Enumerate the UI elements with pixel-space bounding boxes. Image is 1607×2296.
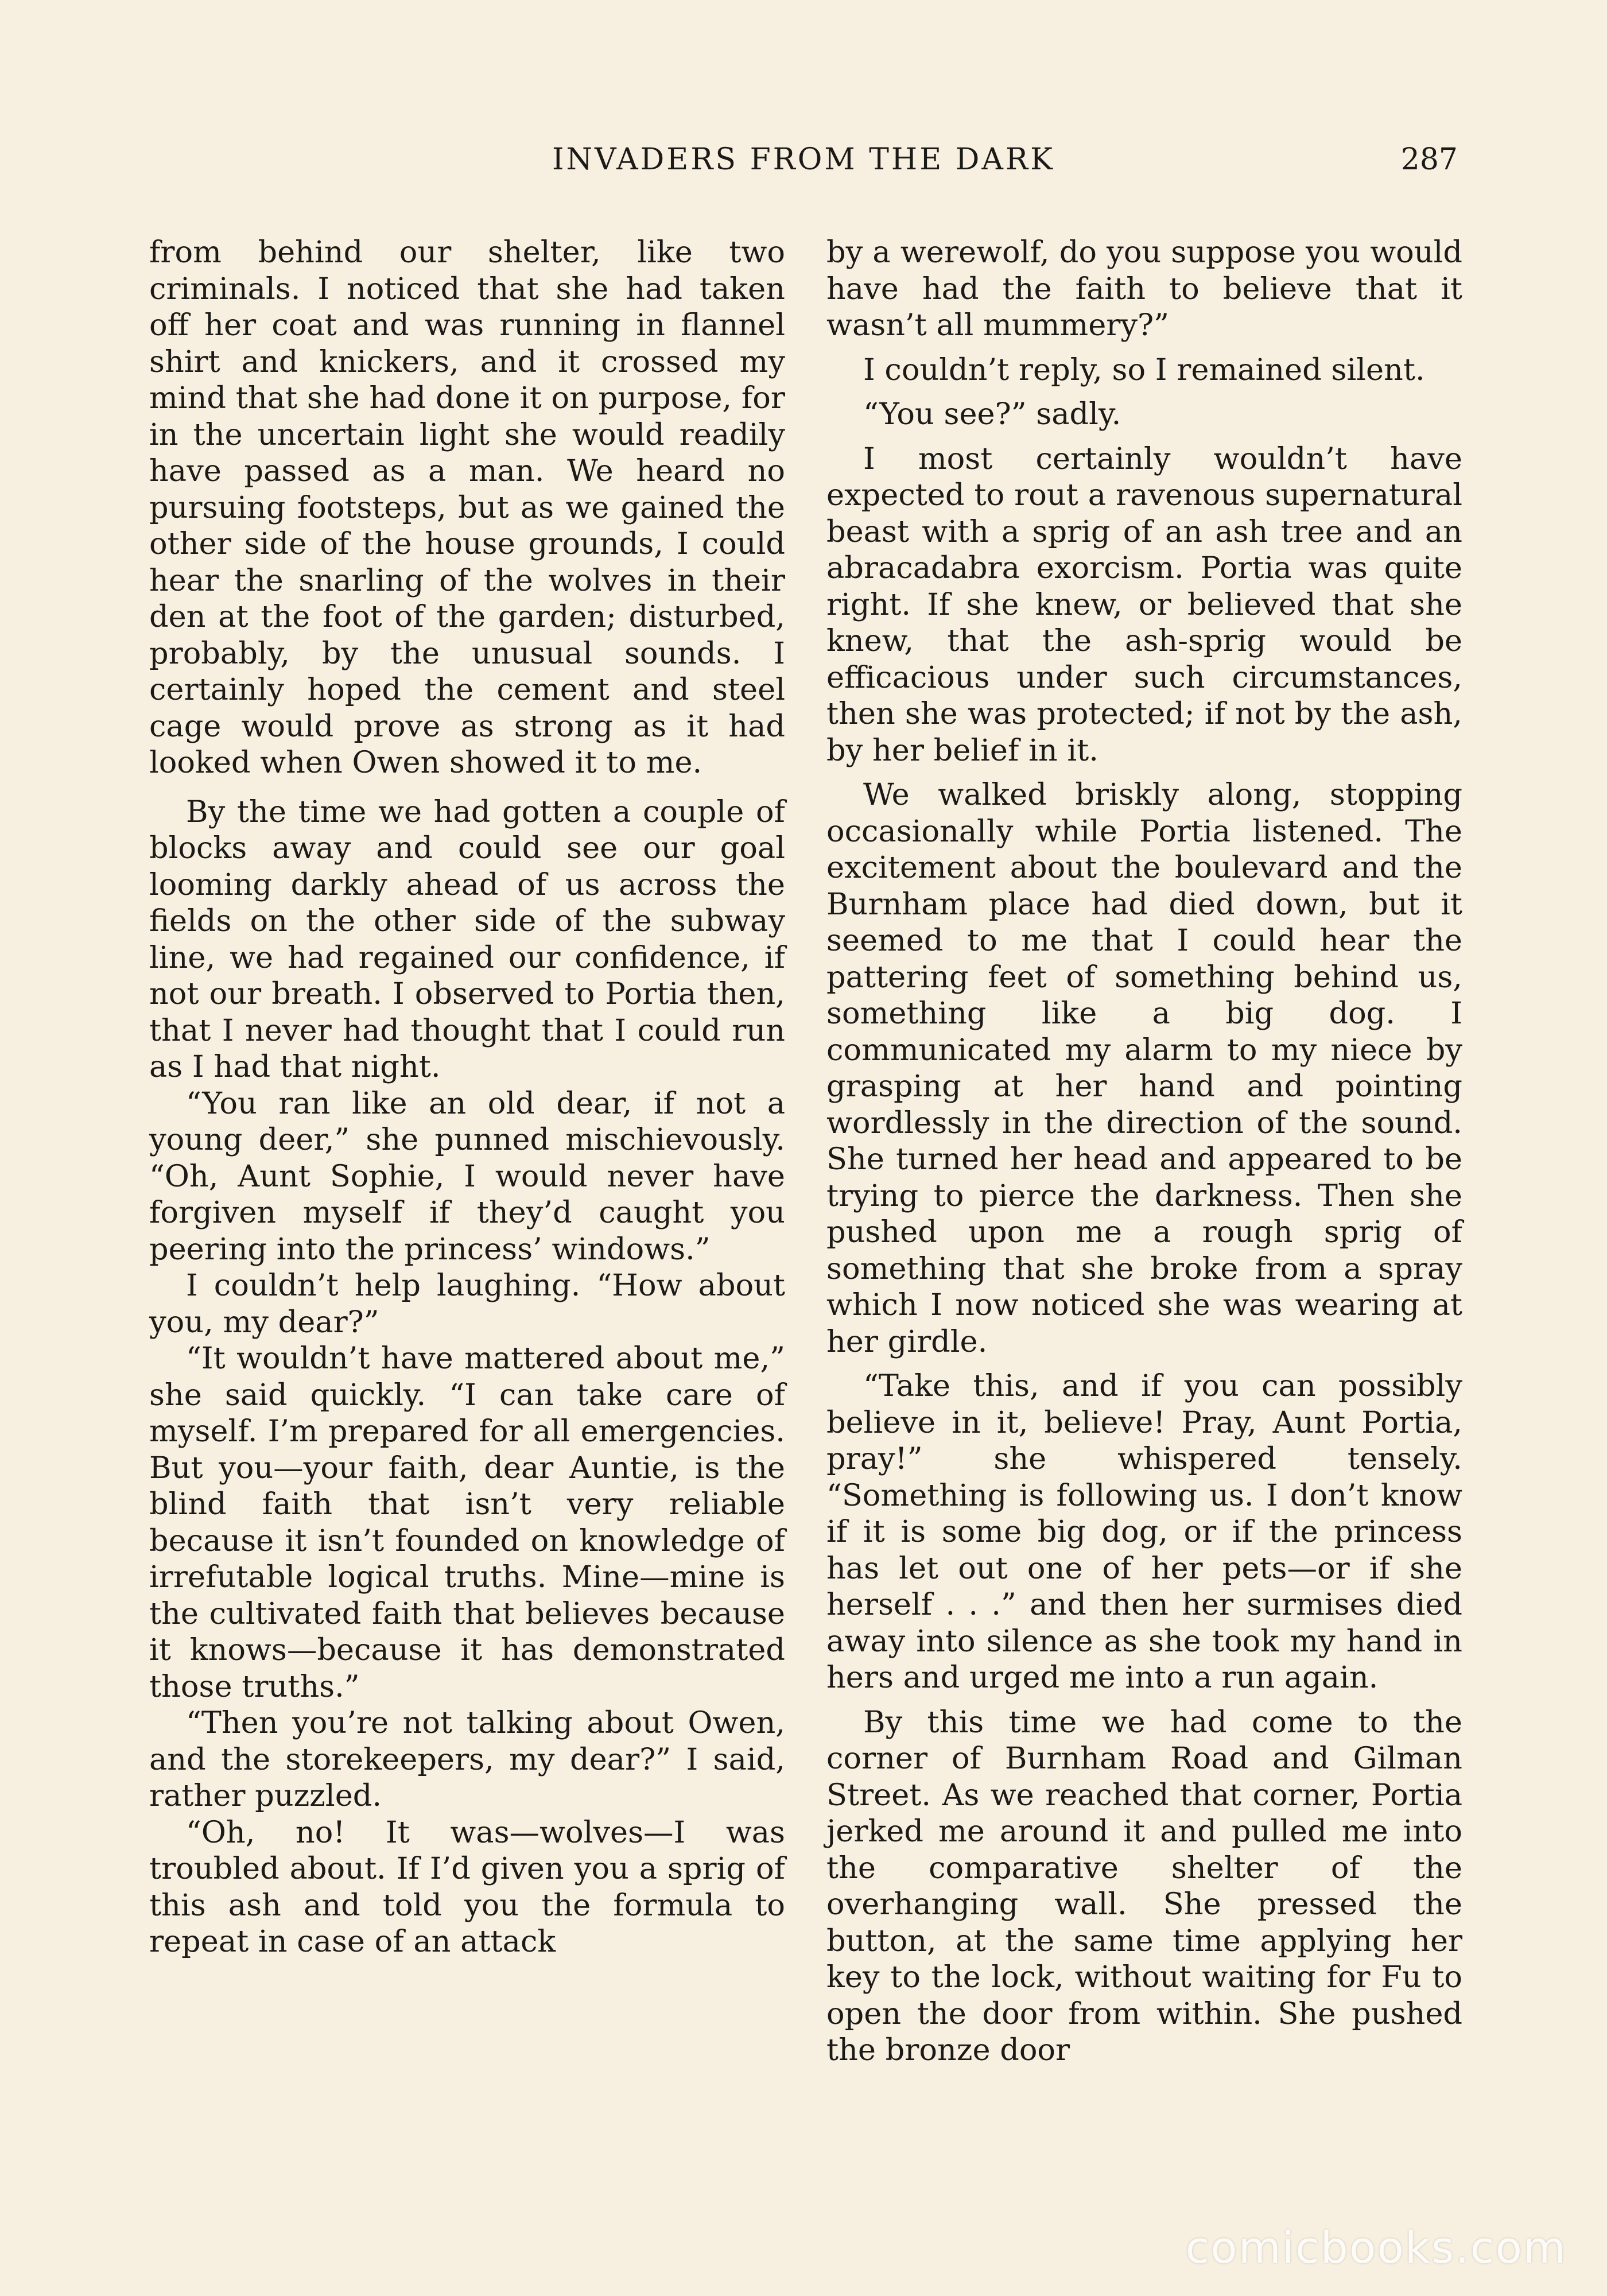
paragraph: “Then you’re not talking about Owen, and the storekeepers, my dear?” I said, rather puzzled. bbox=[149, 1705, 785, 1813]
paragraph: I couldn’t reply, so I remained silent. bbox=[863, 352, 1425, 387]
paragraph: “Oh, no! It was—wolves—I was troubled about. If I’d given you a sprig of this ash and told you the formula to repeat in case of an attack bbox=[149, 1814, 785, 1959]
paragraph: “You ran like an old dear, if not a young deer,” she punned mischievously. “Oh, Aunt Sophie, I would never have forgiven myself if they’d caught you peering into the princess’ windows.” bbox=[149, 1085, 785, 1267]
running-title: INVADERS FROM THE DARK bbox=[552, 142, 1055, 177]
right-column bbox=[826, 234, 1462, 2069]
paragraph: “It wouldn’t have mattered about me,” she said quickly. “I can take care of myself. I’m prepared for all emergencies. But you—your faith, dear Auntie, is the blind faith that isn’t very reliable because it isn’t founded on knowledge of irrefutable logical truths. Mine—mine is the cultivated faith that believes because it knows—because it has demonstrated those truths.” bbox=[149, 1341, 785, 1704]
paragraph: by a werewolf, do you suppose you would have had the faith to believe that it wasn’t all mummery?” bbox=[826, 235, 1462, 343]
paragraph: I couldn’t help laughing. “How about you, my dear?” bbox=[149, 1268, 785, 1340]
paragraph: “Take this, and if you can possibly believe in it, believe! Pray, Aunt Portia, pray!” she whispered tensely. “Something is following us. I don’t know if it is some big dog, or if the princess has let out one of her pets—or if she herself . . .” and then her surmises died away into silence as she took my hand in hers and urged me into a run again. bbox=[826, 1368, 1462, 1695]
watermark-logo: comicbooks.com bbox=[1185, 2222, 1567, 2273]
running-head bbox=[149, 142, 1458, 188]
paragraph: I most certainly wouldn’t have expected to rout a ravenous supernatural beast with a sprig of an ash tree and an abracadabra exorcism. Portia was quite right. If she knew, or believed that she knew, that the ash-sprig would be efficacious under such circumstances, then she was protected; if not by the ash, by her belief in it. bbox=[826, 441, 1462, 768]
left-column bbox=[149, 234, 785, 1960]
paragraph: By the time we had gotten a couple of blocks away and could see our goal looming darkly ahead of us across the fields on the other side of the subway line, we had regained our confidence, if not our breath. I observed to Portia then, that I never had thought that I could run as I had that night. bbox=[149, 794, 785, 1084]
paragraph: We walked briskly along, stopping occasionally while Portia listened. The excitement about the boulevard and the Burnham place had died down, but it seemed to me that I could hear the pattering feet of something behind us, something like a big dog. I communicated my alarm to my niece by grasping at her hand and pointing wordlessly in the direction of the sound. She turned her head and appeared to be trying to pierce the darkness. Then she pushed upon me a rough sprig of something that she broke from a spray which I now noticed she was wearing at her girdle. bbox=[826, 777, 1462, 1359]
page-number: 287 bbox=[1400, 142, 1458, 177]
paragraph: By this time we had come to the corner of Burnham Road and Gilman Street. As we reached that corner, Portia jerked me around it and pulled me into the comparative shelter of the overhanging wall. She pressed the button, at the same time applying her key to the lock, without waiting for Fu to open the door from within. She pushed the bronze door bbox=[826, 1704, 1462, 2068]
paragraph: from behind our shelter, like two criminals. I noticed that she had taken off her coat and was running in flannel shirt and knickers, and it crossed my mind that she had done it on purpose, for in the uncertain light she would readily have passed as a man. We heard no pursuing footsteps, but as we gained the other side of the house grounds, I could hear the snarling of the wolves in their den at the foot of the garden; disturbed, probably, by the unusual sounds. I certainly hoped the cement and steel cage would prove as strong as it had looked when Owen showed it to me. bbox=[149, 235, 785, 780]
paragraph: “You see?” sadly. bbox=[863, 397, 1121, 432]
